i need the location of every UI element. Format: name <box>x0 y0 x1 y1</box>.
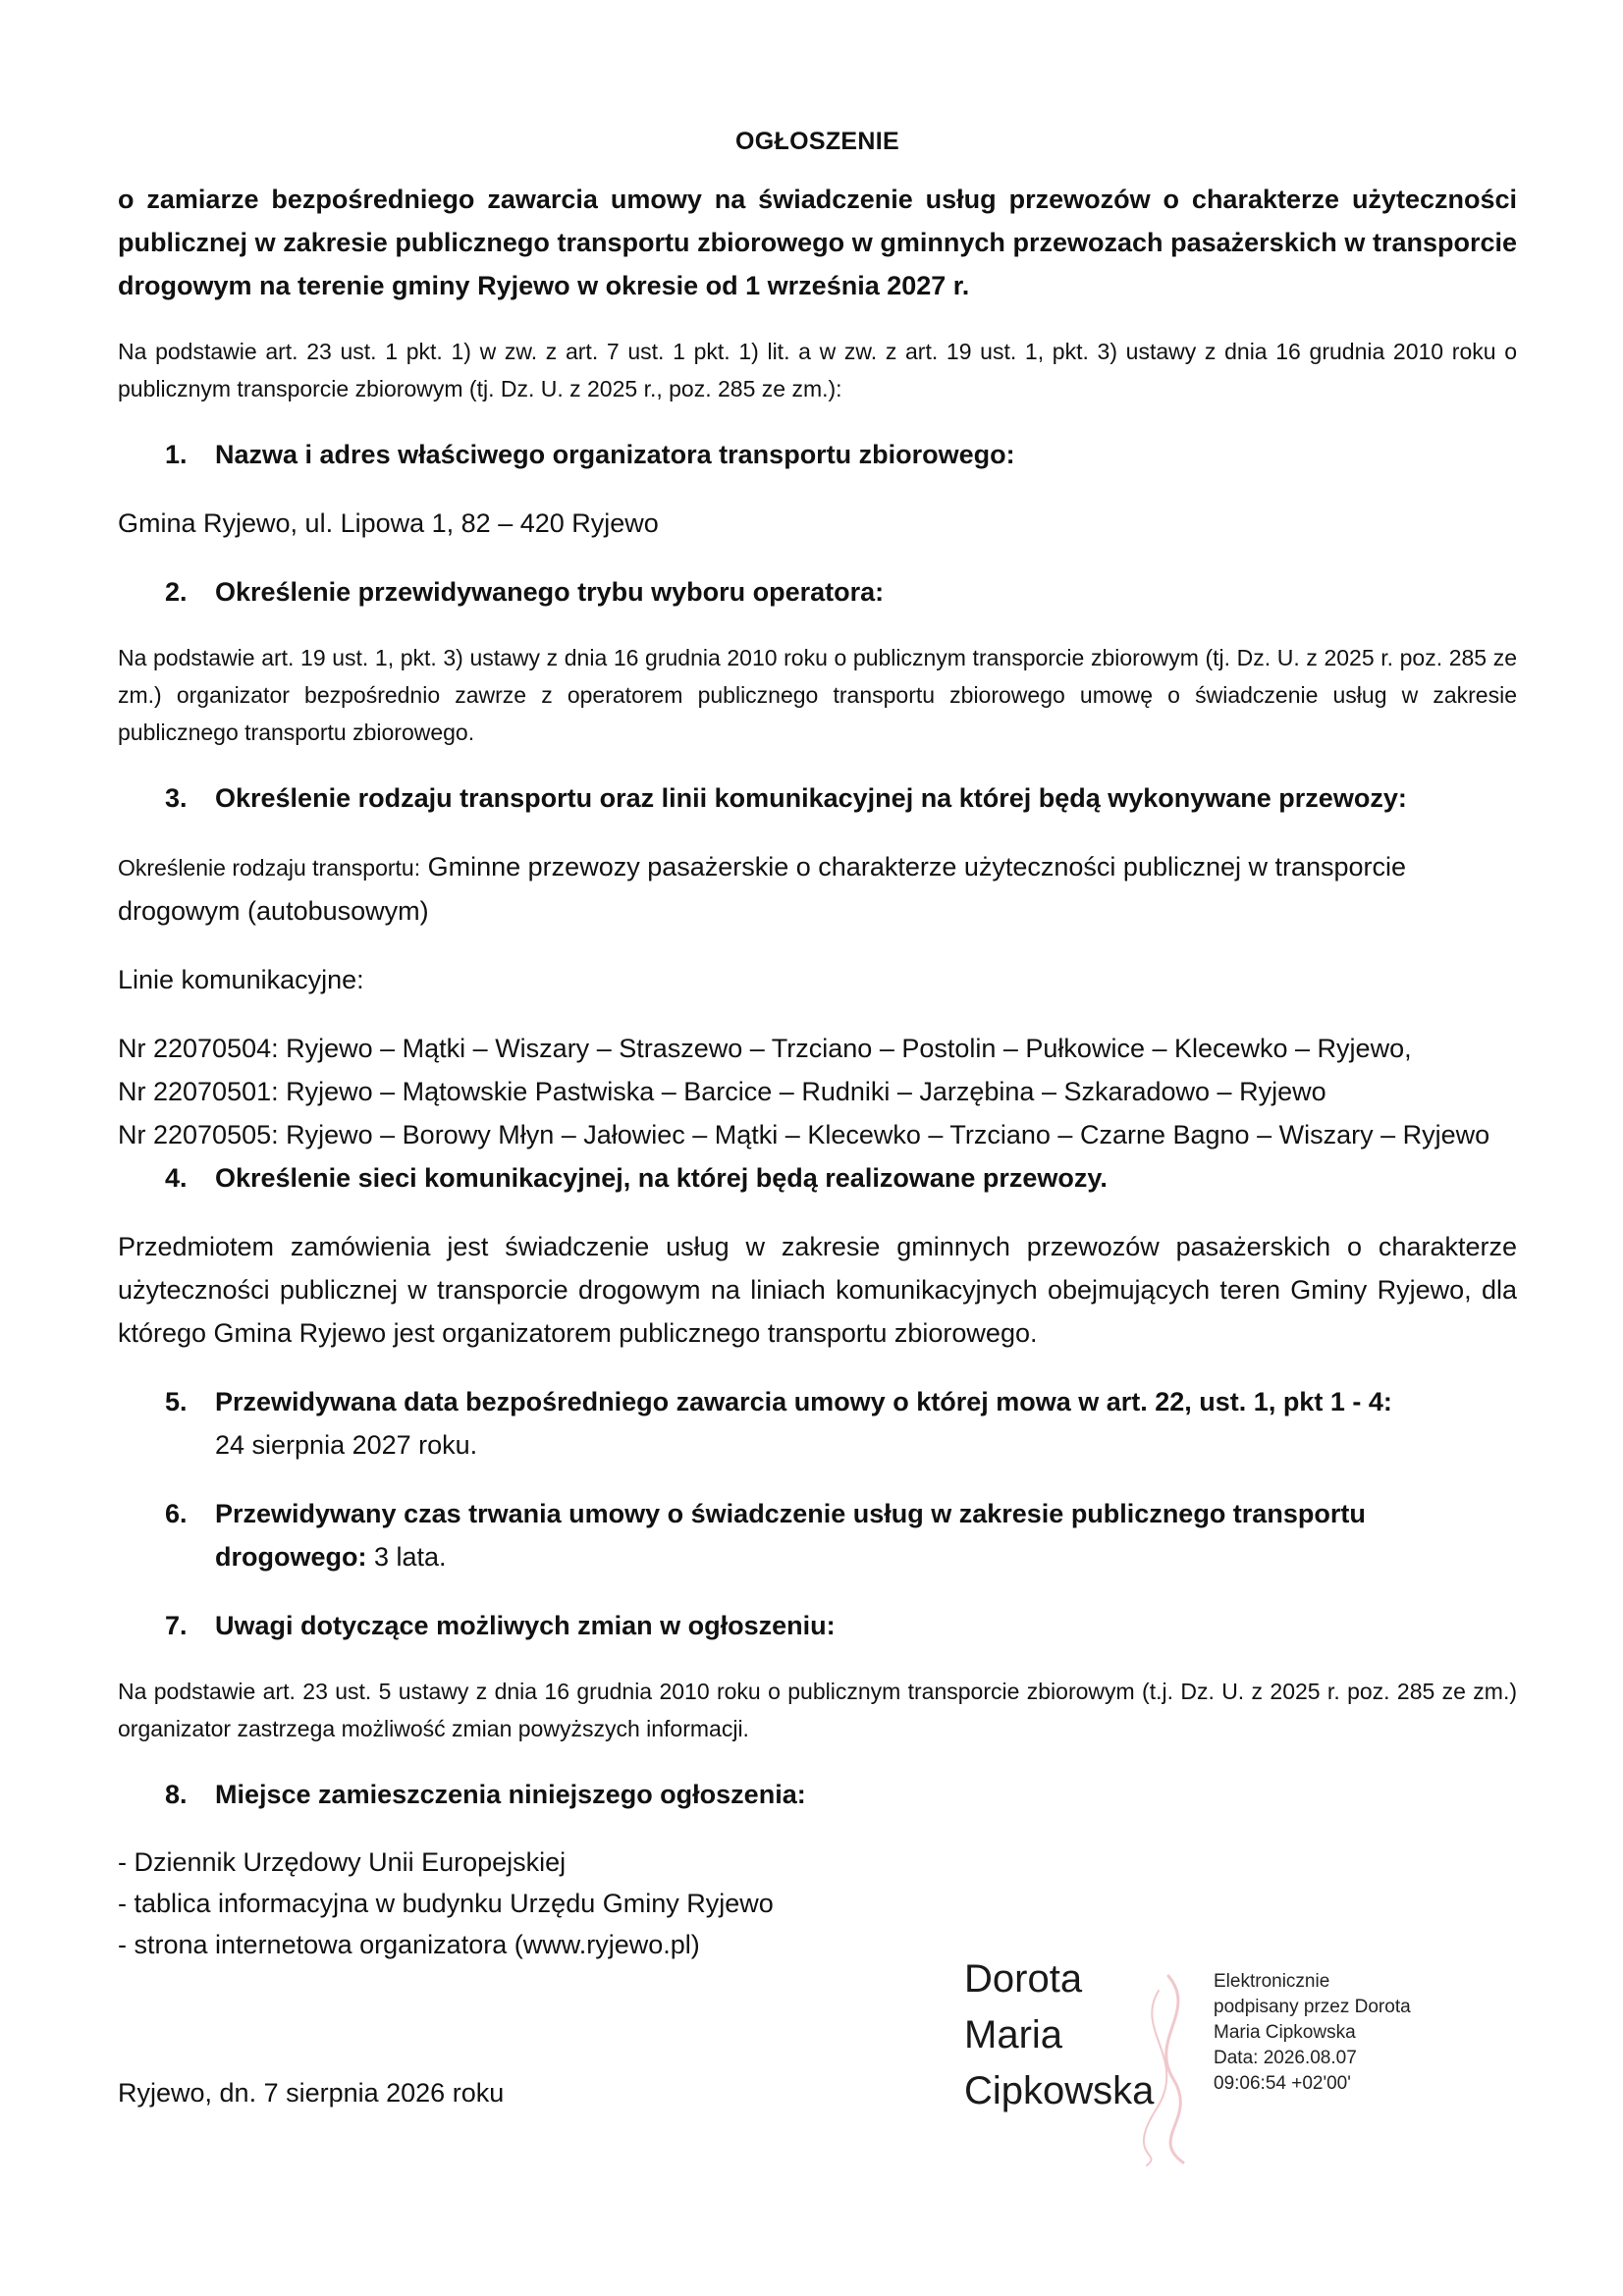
lines-list <box>118 1027 1517 1156</box>
section-number: 2. <box>165 577 188 607</box>
section-number: 7. <box>165 1611 188 1640</box>
section-8-heading <box>118 1773 1517 1816</box>
line-item: Nr 22070501: Ryjewo – Mątowskie Pastwiska – Barcice – Rudniki – Jarzębina – Szkaradowo – Ryjewo <box>118 1077 1326 1106</box>
selection-mode-text: Na podstawie art. 19 ust. 1, pkt. 3) ustawy z dnia 16 grudnia 2010 roku o publicznym transporcie zbiorowym (tj. Dz. U. z 2025 r. poz. 285 ze zm.) organizator bezpośrednio zawrze z operatorem publicznego transportu zbiorowego umowę o świadczenie usług w zakresie publicznego transportu zbiorowego. <box>118 645 1517 745</box>
section-title: Nazwa i adres właściwego organizatora transportu zbiorowego: <box>215 440 1015 469</box>
section-number: 8. <box>165 1780 188 1809</box>
section-title: Miejsce zamieszczenia niniejszego ogłoszenia: <box>215 1780 806 1809</box>
section-title: Określenie rodzaju transportu oraz linii komunikacyjnej na której będą wykonywane przewozy: <box>215 783 1407 813</box>
changes-note: Na podstawie art. 23 ust. 5 ustawy z dnia 16 grudnia 2010 roku o publicznym transporcie zbiorowym (t.j. Dz. U. z 2025 r. poz. 285 ze zm.) organizator zastrzega możliwość zmian powyższych informacji. <box>118 1679 1517 1741</box>
signature-info-line: Maria Cipkowska <box>1214 2022 1356 2043</box>
list-item: - Dziennik Urzędowy Unii Europejskiej <box>118 1847 567 1877</box>
signature-name-line: Maria <box>964 2013 1063 2056</box>
document-page <box>118 128 1517 1965</box>
section-2-heading <box>118 570 1517 614</box>
organizer-address: Gmina Ryjewo, ul. Lipowa 1, 82 – 420 Ryjewo <box>118 508 659 538</box>
section-number: 3. <box>165 783 188 813</box>
legal-basis: Na podstawie art. 23 ust. 1 pkt. 1) w zw. z art. 7 ust. 1 pkt. 1) lit. a w zw. z art. 19 ust. 1, pkt. 3) ustawy z dnia 16 grudnia 2010 roku o publicznym transporcie zbiorowym (tj. Dz. U. z 2025 r., poz. 285 ze zm.): <box>118 339 1517 401</box>
section-title: Uwagi dotyczące możliwych zmian w ogłoszeniu: <box>215 1611 836 1640</box>
signature-info-line: podpisany przez Dorota <box>1214 1997 1411 2017</box>
section-title: Przewidywany czas trwania umowy o świadczenie usług w zakresie publicznego transportu drogowego: <box>215 1499 1366 1572</box>
contract-duration: 3 lata. <box>366 1542 447 1572</box>
section-5-heading <box>118 1380 1517 1467</box>
section-7-heading <box>118 1604 1517 1647</box>
section-title: Określenie sieci komunikacyjnej, na której będą realizowane przewozy. <box>215 1163 1108 1193</box>
list-item: - tablica informacyjna w budynku Urzędu Gminy Ryjewo <box>118 1889 774 1918</box>
signature-name-line: Dorota <box>964 1957 1083 2001</box>
line-item: Nr 22070504: Ryjewo – Mątki – Wiszary – Straszewo – Trzciano – Postolin – Pułkowice – Klecewko – Ryjewo, <box>118 1034 1412 1063</box>
document-title: OGŁOSZENIE <box>735 128 899 155</box>
transport-type-label: Określenie rodzaju transportu: <box>118 855 421 881</box>
section-number: 4. <box>165 1163 188 1193</box>
signature-info-line: 09:06:54 +02'00' <box>1214 2073 1351 2094</box>
section-title: Przewidywana data bezpośredniego zawarcia umowy o której mowa w art. 22, ust. 1, pkt 1 - 4: <box>215 1387 1392 1416</box>
network-description: Przedmiotem zamówienia jest świadczenie usług w zakresie gminnych przewozów pasażerskich o charakterze użyteczności publicznej w transporcie drogowym na liniach komunikacyjnych obejmujących teren Gminy Ryjewo, dla którego Gmina Ryjewo jest organizatorem publicznego transportu zbiorowego. <box>118 1232 1517 1348</box>
contract-date: 24 sierpnia 2027 roku. <box>215 1430 478 1460</box>
signature-info-line: Data: 2026.08.07 <box>1214 2048 1357 2068</box>
section-4-heading <box>118 1156 1517 1200</box>
signature-info-line: Elektronicznie <box>1214 1971 1330 1992</box>
lines-label: Linie komunikacyjne: <box>118 965 364 994</box>
signature-name-line: Cipkowska <box>964 2069 1155 2112</box>
signature-name <box>964 1951 1154 2119</box>
section-number: 1. <box>165 440 188 469</box>
section-3-heading <box>118 776 1517 820</box>
section-title: Określenie przewidywanego trybu wyboru operatora: <box>215 577 885 607</box>
section-number: 5. <box>165 1387 188 1416</box>
section-number: 6. <box>165 1499 188 1528</box>
transport-type <box>118 845 1517 933</box>
section-1-heading <box>118 433 1517 476</box>
line-item: Nr 22070505: Ryjewo – Borowy Młyn – Jałowiec – Mątki – Klecewko – Trzciano – Czarne Bagno – Wiszary – Ryjewo <box>118 1120 1490 1149</box>
signature-swoosh-icon <box>1129 1971 1208 2167</box>
place-and-date: Ryjewo, dn. 7 sierpnia 2026 roku <box>118 2078 505 2108</box>
list-item: - strona internetowa organizatora (www.ryjewo.pl) <box>118 1930 700 1959</box>
announcement-subject: o zamiarze bezpośredniego zawarcia umowy na świadczenie usług przewozów o charakterze użyteczności publicznej w zakresie publicznego transportu zbiorowego w gminnych przewozach pasażerskich w transporcie drogowym na terenie gminy Ryjewo w okresie od 1 września 2027 r. <box>118 185 1517 300</box>
transport-type-value: Gminne przewozy pasażerskie o charakterze użyteczności publicznej w transporcie drogowym (autobusowym) <box>118 852 1407 926</box>
digital-signature-info <box>1214 1969 1411 2097</box>
publication-places <box>118 1842 1517 1965</box>
section-6-heading <box>118 1492 1517 1578</box>
